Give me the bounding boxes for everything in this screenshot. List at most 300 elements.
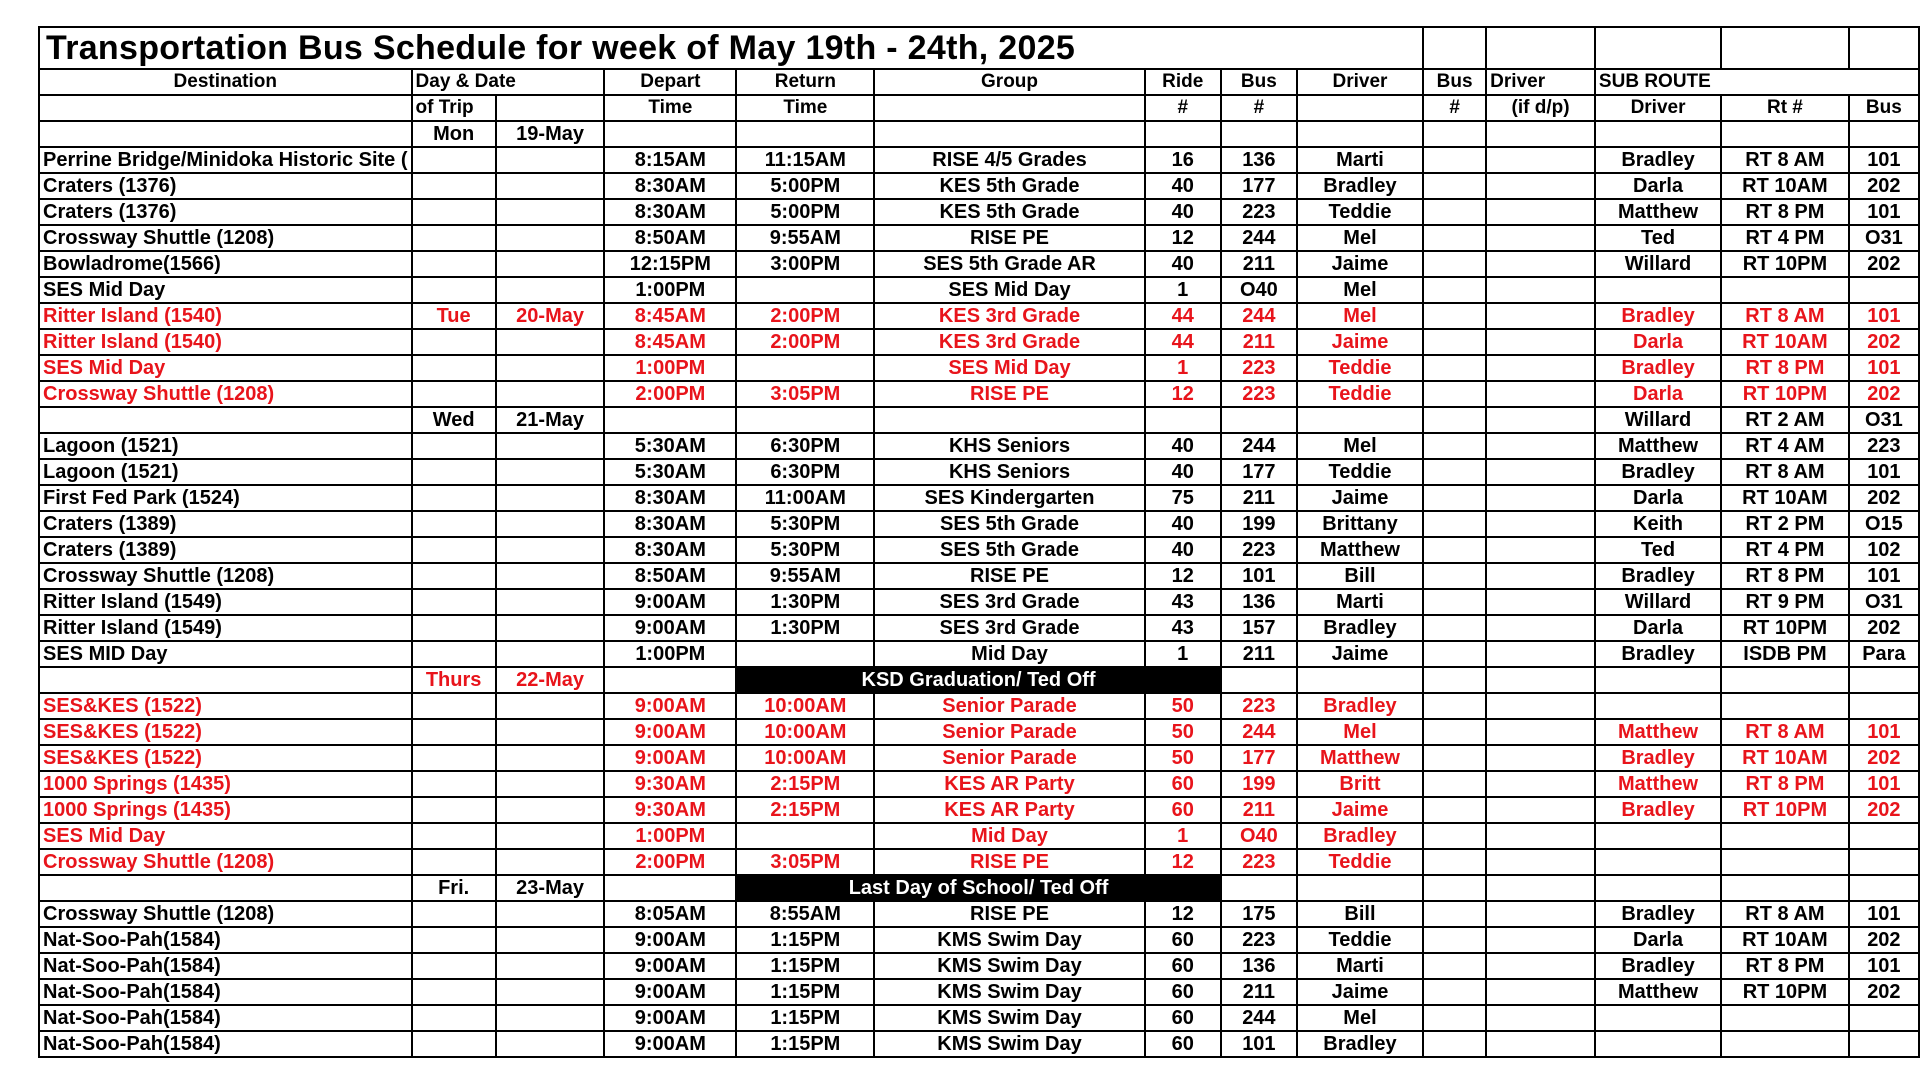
date-cell — [496, 901, 605, 927]
page-title: Transportation Bus Schedule for week of May 19th - 24th, 2025 — [39, 27, 1423, 69]
ride-cell: 1 — [1145, 641, 1221, 667]
bus-2-cell — [1423, 797, 1486, 823]
empty-cell — [1721, 875, 1849, 901]
date-cell — [496, 563, 605, 589]
return-cell: 1:15PM — [736, 953, 874, 979]
day-cell — [412, 199, 496, 225]
table-row — [39, 615, 1919, 641]
empty-cell — [1486, 407, 1595, 433]
return-cell: 2:15PM — [736, 797, 874, 823]
empty-cell — [604, 121, 736, 147]
rt-cell: RT 8 AM — [1721, 719, 1849, 745]
rt-cell: RT 10AM — [1721, 745, 1849, 771]
rt-cell — [1721, 693, 1849, 719]
rt-cell: RT 9 PM — [1721, 589, 1849, 615]
empty-cell — [496, 95, 605, 121]
day-cell — [412, 797, 496, 823]
destination-cell: Crossway Shuttle (1208) — [39, 225, 412, 251]
date-cell — [496, 1005, 605, 1031]
group-cell: KES AR Party — [874, 797, 1144, 823]
header-sub-bus: Bus — [1849, 95, 1919, 121]
driver-dp-cell — [1486, 459, 1595, 485]
group-cell: KHS Seniors — [874, 433, 1144, 459]
bus-2-cell — [1423, 303, 1486, 329]
header-of-trip: of Trip — [412, 95, 496, 121]
driver-dp-cell — [1486, 381, 1595, 407]
return-cell: 9:55AM — [736, 563, 874, 589]
sub-bus-cell: 101 — [1849, 303, 1919, 329]
date-cell — [496, 329, 605, 355]
sub-driver-cell: Darla — [1595, 173, 1721, 199]
return-cell: 11:00AM — [736, 485, 874, 511]
date-cell: 21-May — [496, 407, 605, 433]
empty-cell — [1297, 121, 1423, 147]
destination-cell: Crossway Shuttle (1208) — [39, 901, 412, 927]
title-row — [39, 27, 1919, 69]
sub-bus-cell: 202 — [1849, 381, 1919, 407]
sub-bus-cell — [1849, 849, 1919, 875]
sub-driver-cell: Bradley — [1595, 355, 1721, 381]
day-cell: Thurs — [412, 667, 496, 693]
day-cell — [412, 355, 496, 381]
driver-cell: Teddie — [1297, 355, 1423, 381]
ride-cell: 12 — [1145, 563, 1221, 589]
table-row — [39, 563, 1919, 589]
header-ride: Ride — [1145, 69, 1221, 95]
sub-bus-cell: 202 — [1849, 173, 1919, 199]
day-cell — [412, 719, 496, 745]
bus-2-cell — [1423, 225, 1486, 251]
bus-cell: 211 — [1221, 797, 1297, 823]
rt-cell: RT 8 PM — [1721, 953, 1849, 979]
table-row — [39, 719, 1919, 745]
destination-cell: Nat-Soo-Pah(1584) — [39, 927, 412, 953]
date-cell — [496, 771, 605, 797]
group-cell: KHS Seniors — [874, 459, 1144, 485]
bus-2-cell — [1423, 849, 1486, 875]
sub-driver-cell: Darla — [1595, 485, 1721, 511]
day-cell — [412, 849, 496, 875]
destination-cell: SES&KES (1522) — [39, 693, 412, 719]
group-cell: SES 5th Grade AR — [874, 251, 1144, 277]
depart-cell: 1:00PM — [604, 355, 736, 381]
sub-bus-cell: 202 — [1849, 615, 1919, 641]
depart-cell: 9:00AM — [604, 979, 736, 1005]
depart-cell: 5:30AM — [604, 459, 736, 485]
driver-cell: Jaime — [1297, 979, 1423, 1005]
group-cell: SES 3rd Grade — [874, 589, 1144, 615]
driver-cell: Jaime — [1297, 251, 1423, 277]
day-cell — [412, 537, 496, 563]
ride-cell: 44 — [1145, 329, 1221, 355]
depart-cell: 9:30AM — [604, 771, 736, 797]
bus-cell: 136 — [1221, 953, 1297, 979]
table-row — [39, 1031, 1919, 1057]
ride-cell: 60 — [1145, 953, 1221, 979]
bus-2-cell — [1423, 433, 1486, 459]
header-sub-route: SUB ROUTE — [1595, 69, 1919, 95]
driver-cell: Bradley — [1297, 615, 1423, 641]
day-cell — [412, 563, 496, 589]
date-cell — [496, 433, 605, 459]
bus-cell: 244 — [1221, 719, 1297, 745]
group-cell: KES AR Party — [874, 771, 1144, 797]
group-cell: Senior Parade — [874, 719, 1144, 745]
sub-bus-cell: 101 — [1849, 771, 1919, 797]
driver-dp-cell — [1486, 823, 1595, 849]
bus-cell: 223 — [1221, 537, 1297, 563]
ride-cell: 50 — [1145, 719, 1221, 745]
day-cell — [412, 485, 496, 511]
driver-cell: Marti — [1297, 147, 1423, 173]
ride-cell: 40 — [1145, 251, 1221, 277]
sub-bus-cell: O31 — [1849, 225, 1919, 251]
sub-bus-cell: 101 — [1849, 147, 1919, 173]
depart-cell: 9:00AM — [604, 589, 736, 615]
driver-dp-cell — [1486, 953, 1595, 979]
date-cell — [496, 381, 605, 407]
date-cell — [496, 823, 605, 849]
day-cell — [412, 1005, 496, 1031]
return-cell: 5:30PM — [736, 537, 874, 563]
sub-bus-cell: O15 — [1849, 511, 1919, 537]
day-banner-row — [39, 875, 1919, 901]
ride-cell: 50 — [1145, 745, 1221, 771]
driver-dp-cell — [1486, 927, 1595, 953]
empty-cell — [1486, 667, 1595, 693]
driver-cell: Mel — [1297, 225, 1423, 251]
rt-cell: RT 10AM — [1721, 485, 1849, 511]
driver-dp-cell — [1486, 225, 1595, 251]
table-row — [39, 745, 1919, 771]
bus-2-cell — [1423, 537, 1486, 563]
empty-cell — [1486, 27, 1595, 69]
group-cell: SES Mid Day — [874, 355, 1144, 381]
depart-cell: 9:00AM — [604, 1031, 736, 1057]
depart-cell: 9:00AM — [604, 927, 736, 953]
driver-cell: Teddie — [1297, 199, 1423, 225]
rt-cell — [1721, 849, 1849, 875]
rt-cell — [1721, 823, 1849, 849]
header-sub-driver: Driver — [1595, 95, 1721, 121]
sub-driver-cell: Darla — [1595, 615, 1721, 641]
destination-cell: Nat-Soo-Pah(1584) — [39, 979, 412, 1005]
ride-cell: 60 — [1145, 797, 1221, 823]
group-cell: RISE PE — [874, 381, 1144, 407]
date-cell — [496, 615, 605, 641]
date-cell — [496, 745, 605, 771]
driver-cell: Bill — [1297, 563, 1423, 589]
bus-cell: 157 — [1221, 615, 1297, 641]
table-row — [39, 355, 1919, 381]
bus-cell: 223 — [1221, 355, 1297, 381]
rt-cell: RT 8 AM — [1721, 901, 1849, 927]
empty-cell — [1721, 667, 1849, 693]
table-row — [39, 251, 1919, 277]
header-destination: Destination — [39, 69, 412, 95]
depart-cell: 8:30AM — [604, 485, 736, 511]
driver-dp-cell — [1486, 173, 1595, 199]
destination-cell — [39, 407, 412, 433]
depart-cell: 8:50AM — [604, 563, 736, 589]
header-return: Return — [736, 69, 874, 95]
day-cell — [412, 147, 496, 173]
driver-cell: Jaime — [1297, 329, 1423, 355]
group-cell: RISE PE — [874, 901, 1144, 927]
date-cell — [496, 511, 605, 537]
rt-cell — [1721, 1005, 1849, 1031]
bus-cell: 177 — [1221, 173, 1297, 199]
empty-cell — [1297, 95, 1423, 121]
day-cell: Mon — [412, 121, 496, 147]
driver-cell: Mel — [1297, 719, 1423, 745]
destination-cell — [39, 875, 412, 901]
return-cell: 1:15PM — [736, 927, 874, 953]
driver-dp-cell — [1486, 303, 1595, 329]
day-cell — [412, 277, 496, 303]
driver-dp-cell — [1486, 329, 1595, 355]
sub-driver-cell: Darla — [1595, 927, 1721, 953]
driver-dp-cell — [1486, 199, 1595, 225]
bus-2-cell — [1423, 355, 1486, 381]
sub-driver-cell: Bradley — [1595, 147, 1721, 173]
ride-cell: 40 — [1145, 537, 1221, 563]
driver-dp-cell — [1486, 251, 1595, 277]
bus-2-cell — [1423, 641, 1486, 667]
return-cell: 10:00AM — [736, 745, 874, 771]
empty-cell — [604, 875, 736, 901]
return-cell — [736, 641, 874, 667]
depart-cell: 9:00AM — [604, 745, 736, 771]
group-cell: RISE 4/5 Grades — [874, 147, 1144, 173]
header-bus-2-num: # — [1423, 95, 1486, 121]
empty-cell — [1423, 27, 1486, 69]
sub-driver-cell: Bradley — [1595, 563, 1721, 589]
day-banner: Last Day of School/ Ted Off — [736, 875, 1221, 901]
bus-2-cell — [1423, 745, 1486, 771]
bus-cell: 199 — [1221, 511, 1297, 537]
driver-dp-cell — [1486, 979, 1595, 1005]
depart-cell: 1:00PM — [604, 641, 736, 667]
return-cell: 5:30PM — [736, 511, 874, 537]
day-cell — [412, 1031, 496, 1057]
empty-cell — [1297, 407, 1423, 433]
bus-cell: 211 — [1221, 979, 1297, 1005]
table-row — [39, 173, 1919, 199]
header-row-2 — [39, 95, 1919, 121]
destination-cell: Crossway Shuttle (1208) — [39, 563, 412, 589]
depart-cell: 8:30AM — [604, 511, 736, 537]
ride-cell: 40 — [1145, 173, 1221, 199]
empty-cell — [604, 667, 736, 693]
table-row — [39, 901, 1919, 927]
ride-cell: 60 — [1145, 927, 1221, 953]
driver-dp-cell — [1486, 563, 1595, 589]
bus-2-cell — [1423, 511, 1486, 537]
group-cell: KMS Swim Day — [874, 927, 1144, 953]
bus-cell: 177 — [1221, 459, 1297, 485]
date-cell: 19-May — [496, 121, 605, 147]
day-cell — [412, 511, 496, 537]
sub-bus-cell: O31 — [1849, 407, 1919, 433]
rt-cell — [1721, 121, 1849, 147]
rt-cell: RT 8 AM — [1721, 147, 1849, 173]
return-cell — [736, 277, 874, 303]
bus-2-cell — [1423, 173, 1486, 199]
depart-cell: 9:00AM — [604, 693, 736, 719]
bus-2-cell — [1423, 1031, 1486, 1057]
rt-cell: RT 2 AM — [1721, 407, 1849, 433]
rt-cell: RT 8 PM — [1721, 199, 1849, 225]
date-cell — [496, 849, 605, 875]
group-cell: SES 5th Grade — [874, 537, 1144, 563]
header-depart: Depart — [604, 69, 736, 95]
return-cell: 1:15PM — [736, 1005, 874, 1031]
group-cell: KMS Swim Day — [874, 979, 1144, 1005]
group-cell: Mid Day — [874, 823, 1144, 849]
bus-cell: O40 — [1221, 823, 1297, 849]
ride-cell: 12 — [1145, 381, 1221, 407]
destination-cell: SES Mid Day — [39, 823, 412, 849]
sub-driver-cell: Ted — [1595, 537, 1721, 563]
return-cell: 2:00PM — [736, 329, 874, 355]
bus-2-cell — [1423, 147, 1486, 173]
ride-cell: 60 — [1145, 979, 1221, 1005]
ride-cell: 40 — [1145, 433, 1221, 459]
ride-cell: 40 — [1145, 199, 1221, 225]
driver-cell: Jaime — [1297, 485, 1423, 511]
date-cell — [496, 173, 605, 199]
empty-cell — [736, 407, 874, 433]
date-cell — [496, 953, 605, 979]
sub-bus-cell: 102 — [1849, 537, 1919, 563]
table-row — [39, 511, 1919, 537]
sub-driver-cell: Darla — [1595, 381, 1721, 407]
depart-cell: 1:00PM — [604, 823, 736, 849]
driver-cell: Bradley — [1297, 173, 1423, 199]
sub-bus-cell: 101 — [1849, 563, 1919, 589]
group-cell: Senior Parade — [874, 693, 1144, 719]
driver-cell: Matthew — [1297, 537, 1423, 563]
date-cell — [496, 277, 605, 303]
empty-cell — [874, 121, 1144, 147]
return-cell: 1:15PM — [736, 1031, 874, 1057]
bus-2-cell — [1423, 329, 1486, 355]
driver-dp-cell — [1486, 1031, 1595, 1057]
sub-bus-cell — [1849, 1005, 1919, 1031]
driver-cell: Teddie — [1297, 459, 1423, 485]
driver-cell: Bradley — [1297, 1031, 1423, 1057]
bus-cell: 177 — [1221, 745, 1297, 771]
sub-driver-cell: Willard — [1595, 251, 1721, 277]
return-cell: 10:00AM — [736, 719, 874, 745]
header-bus: Bus — [1221, 69, 1297, 95]
empty-cell — [1297, 667, 1423, 693]
return-cell: 3:05PM — [736, 381, 874, 407]
sub-driver-cell — [1595, 1031, 1721, 1057]
bus-cell: 244 — [1221, 225, 1297, 251]
ride-cell: 12 — [1145, 225, 1221, 251]
day-cell: Wed — [412, 407, 496, 433]
date-cell — [496, 719, 605, 745]
destination-cell: Perrine Bridge/Minidoka Historic Site ( — [39, 147, 412, 173]
group-cell: KES 5th Grade — [874, 199, 1144, 225]
driver-cell: Brittany — [1297, 511, 1423, 537]
sub-bus-cell: 202 — [1849, 927, 1919, 953]
empty-cell — [1595, 875, 1721, 901]
destination-cell: Crossway Shuttle (1208) — [39, 849, 412, 875]
empty-cell — [1423, 875, 1486, 901]
bus-2-cell — [1423, 485, 1486, 511]
bus-cell: 223 — [1221, 693, 1297, 719]
destination-cell: SES&KES (1522) — [39, 719, 412, 745]
driver-dp-cell — [1486, 771, 1595, 797]
driver-dp-cell — [1486, 511, 1595, 537]
sub-driver-cell — [1595, 693, 1721, 719]
return-cell: 8:55AM — [736, 901, 874, 927]
date-cell — [496, 979, 605, 1005]
rt-cell: RT 10PM — [1721, 615, 1849, 641]
sub-driver-cell — [1595, 121, 1721, 147]
group-cell: KES 3rd Grade — [874, 303, 1144, 329]
date-cell — [496, 1031, 605, 1057]
driver-dp-cell — [1486, 355, 1595, 381]
sub-driver-cell — [1595, 277, 1721, 303]
group-cell: KMS Swim Day — [874, 1005, 1144, 1031]
driver-cell: Mel — [1297, 277, 1423, 303]
group-cell: KES 5th Grade — [874, 173, 1144, 199]
driver-cell: Jaime — [1297, 797, 1423, 823]
return-cell: 1:30PM — [736, 615, 874, 641]
sub-bus-cell: 202 — [1849, 979, 1919, 1005]
ride-cell: 43 — [1145, 589, 1221, 615]
header-driver-2: Driver — [1486, 69, 1595, 95]
empty-cell — [1423, 121, 1486, 147]
sub-bus-cell — [1849, 1031, 1919, 1057]
group-cell: RISE PE — [874, 563, 1144, 589]
sub-bus-cell — [1849, 823, 1919, 849]
group-cell: Senior Parade — [874, 745, 1144, 771]
depart-cell: 8:05AM — [604, 901, 736, 927]
day-cell — [412, 329, 496, 355]
bus-2-cell — [1423, 251, 1486, 277]
destination-cell — [39, 667, 412, 693]
rt-cell: RT 10AM — [1721, 173, 1849, 199]
bus-cell: 223 — [1221, 927, 1297, 953]
empty-cell — [1221, 667, 1297, 693]
driver-cell: Teddie — [1297, 849, 1423, 875]
depart-cell: 8:45AM — [604, 329, 736, 355]
rt-cell: RT 2 PM — [1721, 511, 1849, 537]
header-bus-2: Bus — [1423, 69, 1486, 95]
sub-bus-cell — [1849, 693, 1919, 719]
sub-driver-cell: Matthew — [1595, 199, 1721, 225]
table-row — [39, 381, 1919, 407]
table-row — [39, 823, 1919, 849]
date-cell — [496, 693, 605, 719]
driver-dp-cell — [1486, 147, 1595, 173]
bus-cell: 244 — [1221, 1005, 1297, 1031]
day-cell — [412, 589, 496, 615]
header-depart-time: Time — [604, 95, 736, 121]
driver-dp-cell — [1486, 589, 1595, 615]
bus-cell: 211 — [1221, 329, 1297, 355]
sub-driver-cell: Bradley — [1595, 797, 1721, 823]
date-cell: 22-May — [496, 667, 605, 693]
day-cell: Fri. — [412, 875, 496, 901]
sub-bus-cell: 202 — [1849, 797, 1919, 823]
day-cell — [412, 251, 496, 277]
